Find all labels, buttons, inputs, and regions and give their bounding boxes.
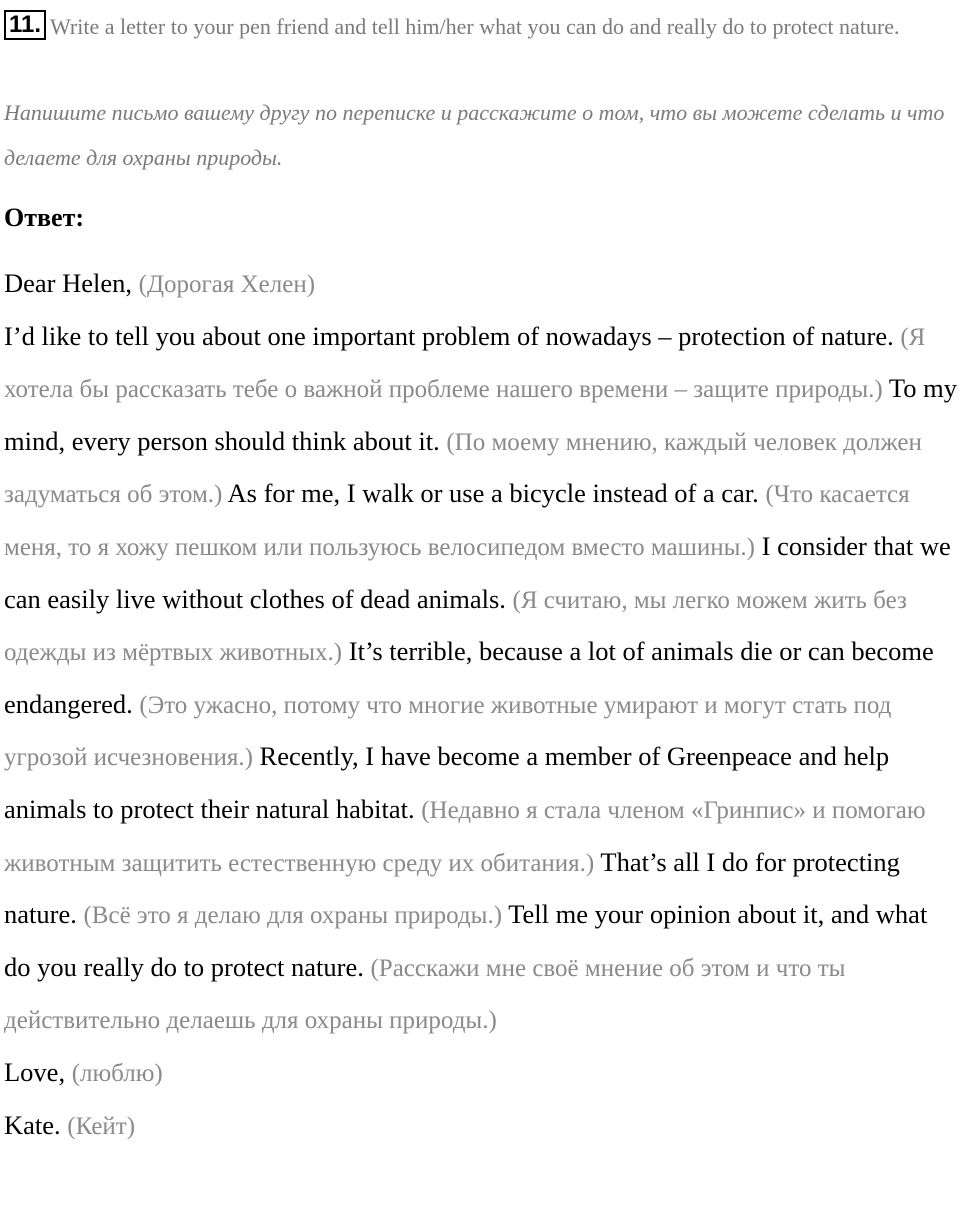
sentence-ru: (Расскажи мне своё мнение об этом и что ты действительно делаешь для охраны природы.) [4,954,846,1035]
sentence-en: As for me, I walk or use a bicycle instead of a car. [227,478,759,509]
sentence-en: That’s all I do for protecting nature. [4,846,900,930]
sentence-en: To my mind, every person should think about it. [4,373,957,456]
sentence-en: Tell me your opinion about it, and what do you really do to protect nature. [4,899,928,982]
sentence-ru: (Я хотела бы рассказать тебе о важной проблеме нашего времени – защите природы.) [4,323,926,404]
task-instruction-en [4,4,956,50]
letter-body [4,311,958,1047]
sentence-en: I consider that we can easily live without clothes of dead animals. [4,530,951,614]
letter-greeting [4,258,958,311]
task-instruction-ru: Напишите письмо вашему другу по переписке и расскажите о том, что вы можете сделать и что делаете для охраны природы. [4,100,945,170]
greeting-ru: (Дорогая Хелен) [138,271,316,298]
sentence-ru: (Я считаю, мы легко можем жить без одежды из мёртвых животных.) [4,586,907,667]
greeting-en: Dear Helen, [4,268,133,298]
task-instruction-text: Write a letter to your pen friend and tell him/her what you can do and really do to protect nature. [50,14,900,39]
sentence-en: It’s terrible, because a lot of animals die or can become endangered. [4,636,934,719]
task-number-badge: 11. [4,10,46,40]
signature-en: Kate. [4,1109,61,1140]
letter-closing [4,1047,958,1100]
sentence-ru: (Что касается меня, то я хожу пешком или пользуюсь велосипедом вместо машины.) [4,481,910,561]
signature-ru: (Кейт) [67,1112,136,1140]
sentence-en: Recently, I have become a member of Greenpeace and help animals to protect their natural habitat. [4,741,890,824]
sentence-ru: (Всё это я делаю для охраны природы.) [83,902,503,930]
closing-en: Love, [4,1056,66,1087]
sentence-ru: (Это ужасно, потому что многие животные умирают и могут стать под угрозой исчезновения.) [4,691,892,772]
sentence-ru: (Недавно я стала членом «Гринпис» и помогаю животным защитить естественную среду их обитания.) [4,796,926,877]
sentence-ru: (По моему мнению, каждый человек должен задуматься об этом.) [4,428,922,509]
letter-signature [4,1100,958,1153]
letter [4,258,958,1152]
sentence-en: I’d like to tell you about one important problem of nowadays – protection of nature. [4,320,894,351]
closing-ru: (люблю) [71,1059,163,1087]
answer-heading: Ответ: [4,203,85,232]
